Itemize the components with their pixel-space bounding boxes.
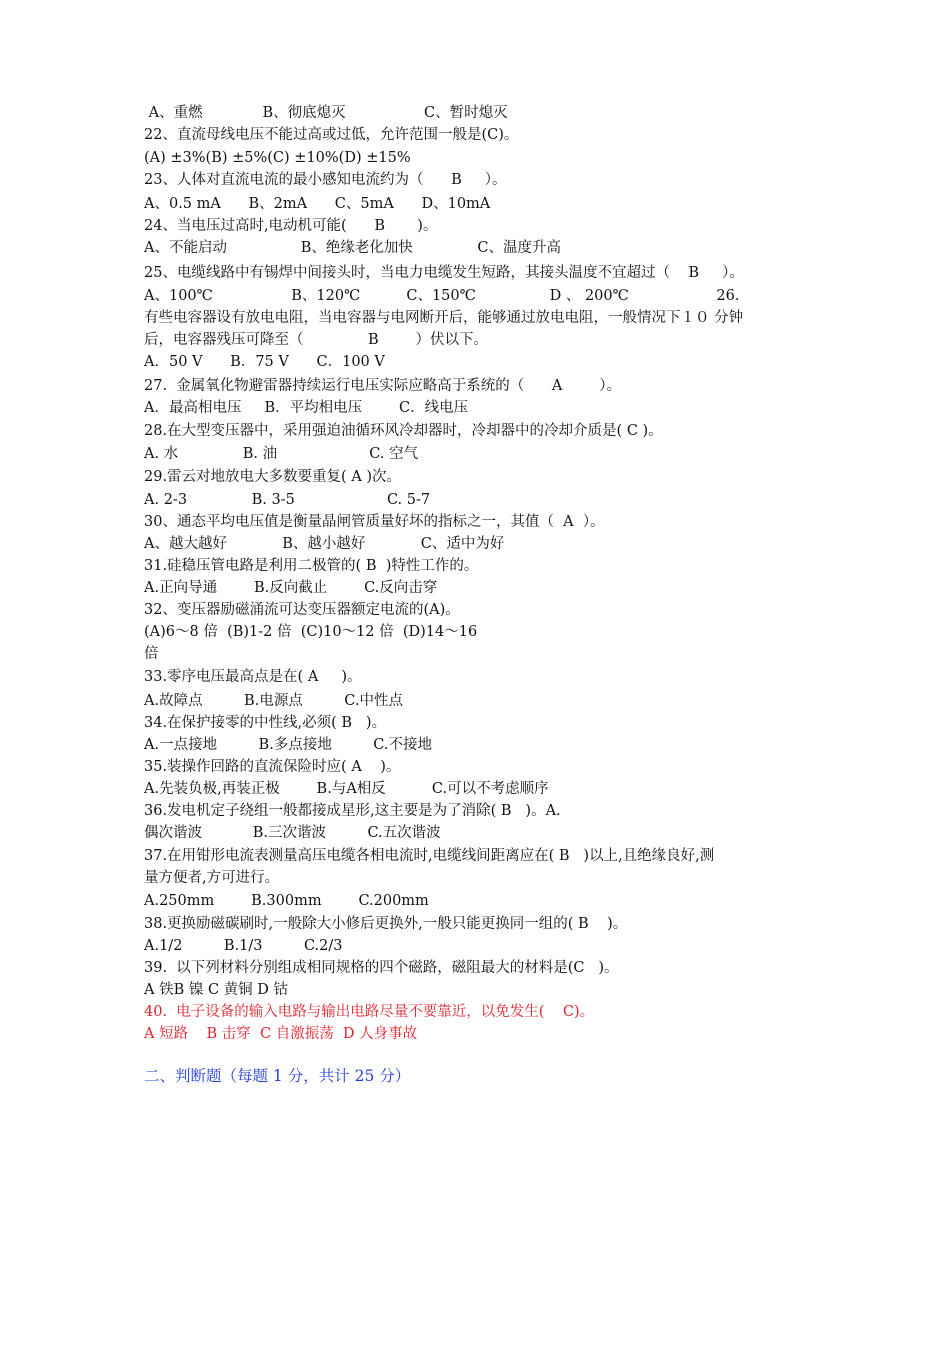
- q22-question: 22、直流母线电压不能过高或过低，允许范围一般是(C)。: [144, 127, 519, 143]
- q36-question: 36.发电机定子绕组一般都接成星形,这主要是为了消除( B )。A.: [144, 803, 561, 819]
- q36-options: 偶次谐波 B.三次谐波 C.五次谐波: [144, 825, 441, 841]
- q34-options: A.一点接地 B.多点接地 C.不接地: [144, 737, 432, 753]
- q34-question: 34.在保护接零的中性线,必须( B )。: [144, 715, 387, 731]
- q28-question: 28.在大型变压器中，采用强迫油循环风冷却器时，冷却器中的冷却介质是( C )。: [144, 423, 663, 439]
- q23-options: A、0.5 mA B、2mA C、5mA D、10mA: [144, 196, 491, 212]
- q24-options: A、不能启动 B、绝缘老化加快 C、温度升高: [144, 240, 561, 256]
- q23-question: 23、人体对直流电流的最小感知电流约为（ B ）。: [144, 172, 507, 188]
- q27-options: A．最高相电压 B．平均相电压 C．线电压: [144, 400, 469, 416]
- q31-question: 31.硅稳压管电路是利用二极管的( B )特性工作的。: [144, 558, 479, 574]
- q39-options: A 铁B 镍 C 黄铜 D 钴: [144, 982, 289, 998]
- q35-options: A.先装负极,再装正极 B.与A相反 C.可以不考虑顺序: [144, 781, 549, 797]
- q38-question: 38.更换励磁碳刷时,一般除大小修后更换外,一般只能更换同一组的( B )。: [144, 916, 628, 932]
- q37-question-line2: 量方便者,方可进行。: [144, 870, 280, 886]
- q32-options-line2: 倍: [144, 646, 159, 662]
- q27-question: 27. 金属氧化物避雷器持续运行电压实际应略高于系统的（ A ）。: [144, 378, 622, 394]
- q33-options: A.故障点 B.电源点 C.中性点: [144, 693, 403, 709]
- q40-question: 40. 电子设备的输入电路与输出电路尽量不要靠近，以免发生( C)。: [144, 1004, 595, 1020]
- q29-options: A. 2-3 B. 3-5 C. 5-7: [144, 492, 431, 508]
- q26-question-line2: 后，电容器残压可降至（ B ）伏以下。: [144, 332, 489, 348]
- q26-options: A．50 V B．75 V C．100 V: [144, 354, 385, 370]
- q21-options: A、重燃 B、彻底熄灭 C、暂时熄灭: [144, 105, 508, 121]
- q29-question: 29.雷云对地放电大多数要重复( A )次。: [144, 469, 402, 485]
- q37-options: A.250mm B.300mm C.200mm: [144, 893, 429, 909]
- q40-options: A 短路 B 击穿 C 自激振荡 D 人身事故: [144, 1026, 418, 1042]
- q26-question-line1: 有些电容器设有放电电阻，当电容器与电网断开后，能够通过放电电阻，一般情况下１０ 分钟: [144, 310, 744, 326]
- q25-options: A、100℃ B、120℃ C、150℃ D 、 200℃ 26.: [144, 288, 740, 304]
- q33-question: 33.零序电压最高点是在( A )。: [144, 669, 362, 685]
- q30-options: A、越大越好 B、越小越好 C、适中为好: [144, 536, 505, 552]
- q24-question: 24、当电压过高时,电动机可能( B )。: [144, 218, 438, 234]
- q38-options: A.1/2 B.1/3 C.2/3: [144, 938, 343, 954]
- q32-options-line1: (A)6～8 倍 (B)1-2 倍 (C)10～12 倍 (D)14～16: [144, 624, 478, 640]
- q35-question: 35.装操作回路的直流保险时应( A )。: [144, 759, 401, 775]
- q31-options: A.正向导通 B.反向截止 C.反向击穿: [144, 580, 438, 596]
- q39-question: 39. 以下列材料分别组成相同规格的四个磁路，磁阻最大的材料是(C )。: [144, 960, 619, 976]
- q25-question: 25、电缆线路中有锡焊中间接头时，当电力电缆发生短路，其接头温度不宜超过（ B ）。: [144, 265, 744, 281]
- q30-question: 30、通态平均电压值是衡量晶闸管质量好坏的指标之一，其值（ A ）。: [144, 514, 605, 530]
- q37-question-line1: 37.在用钳形电流表测量高压电缆各相电流时,电缆线间距离应在( B )以上,且绝缘良好,测: [144, 848, 715, 864]
- q28-options: A. 水 B. 油 C. 空气: [144, 446, 419, 462]
- q32-question: 32、变压器励磁涌流可达变压器额定电流的(A)。: [144, 602, 460, 618]
- section-heading-judgment: 二、判断题（每题 1 分，共计 25 分）: [144, 1067, 411, 1085]
- q22-options: (A) ±3%(B) ±5%(C) ±10%(D) ±15%: [144, 150, 411, 166]
